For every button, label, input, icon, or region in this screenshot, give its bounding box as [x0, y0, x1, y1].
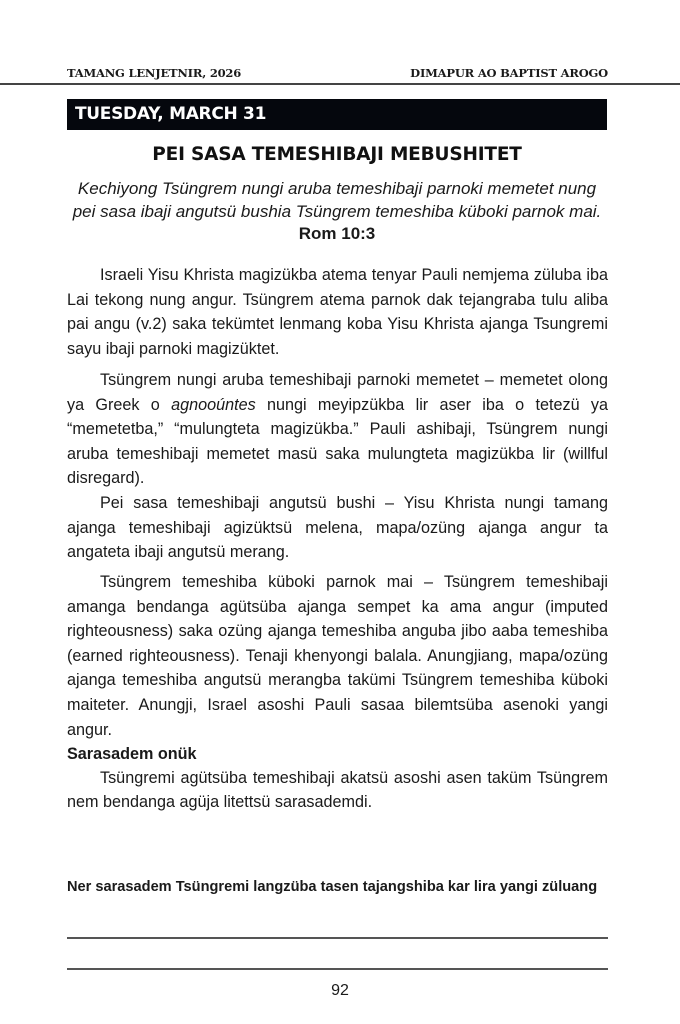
key-verse: [67, 178, 607, 246]
page-number: 92: [331, 982, 349, 999]
devotion-title: PEI SASA TEMESHIBAJI MEBUSHITET: [152, 144, 522, 165]
body-paragraph-4: Tsüngrem temeshiba küboki parnok mai – Tsüngrem temeshibaji amanga bendanga agütsüba ajanga sempet ka ama angur (imputed righteousness) saka ozüng ajanga temeshiba anguba jibo aaba temeshiba (earned righteousness). Tenaji khenyongi balala. Anungjiang, mapa/ozüng ajanga temeshiba angutsü merangba takümi Tsüngrem temeshiba küboki maiteter. Anungji, Israel asoshi Pauli sasaa bilemtsüba asenoki yangi angur.: [67, 573, 608, 739]
body-paragraph-1-block: [67, 263, 608, 370]
journal-prompt: Ner sarasadem Tsüngremi langzüba tasen tajangshiba kar lira yangi züluang: [67, 879, 598, 895]
writing-line: [67, 937, 608, 939]
body-paragraph-2: [67, 368, 608, 491]
reflection-heading: Sarasadem onük: [67, 745, 197, 763]
paragraph-2-text-end: nungi meyipzükba lir aser iba o tetezü ya “memetetba,” “mulungteta magizükba.” Pauli ashibaji, Tsüngrem nungi aruba temeshibaji memetet masü saka mulungteta magizükba lir (willful disregard).: [67, 395, 608, 488]
verse-reference: Rom 10:3: [298, 224, 376, 243]
body-paragraph-4-block: [67, 570, 608, 751]
header-divider: [0, 83, 680, 85]
body-paragraph-2-block: [67, 368, 608, 500]
writing-line: [67, 968, 608, 970]
verse-text: Kechiyong Tsüngrem nungi aruba temeshibaji parnoki memetet nung pei sasa ibaji angutsü bushia Tsüngrem temeshiba küboki parnok mai.: [72, 179, 602, 221]
greek-term: agnooúntes: [171, 395, 256, 414]
body-paragraph-3-block: [67, 491, 608, 574]
paragraph-2-text-start: Tsüngrem nungi aruba temeshibaji parnoki memetet – memetet olong ya Greek o: [67, 371, 608, 414]
header-publication-title: TAMANG LENJETNIR, 2026: [67, 66, 242, 80]
body-paragraph-1: Israeli Yisu Khrista magizükba atema tenyar Pauli nemjema züluba iba Lai tekong nung angur. Tsüngrem atema parnok dak tejangraba tulu aliba pai angu (v.2) saka tekümtet lenmang koba Yisu Khrista ajanga Tsungremi sayu ibaji parnoki magizüktet.: [67, 266, 608, 358]
body-paragraph-3: Pei sasa temeshibaji angutsü bushi – Yisu Khrista nungi tamang ajanga temeshibaji agizüktsü melena, mapa/ozüng ajanga angur ta angateta ibaji angutsü merang.: [67, 494, 608, 562]
date-banner: TUESDAY, MARCH 31: [67, 99, 607, 130]
reflection-text: Tsüngremi agütsüba temeshibaji akatsü asoshi asen taküm Tsüngrem nem bendanga agüja litettsü sarasademdi.: [67, 769, 608, 811]
header-church-name: DIMAPUR AO BAPTIST AROGO: [410, 66, 608, 80]
running-header: [67, 64, 608, 82]
